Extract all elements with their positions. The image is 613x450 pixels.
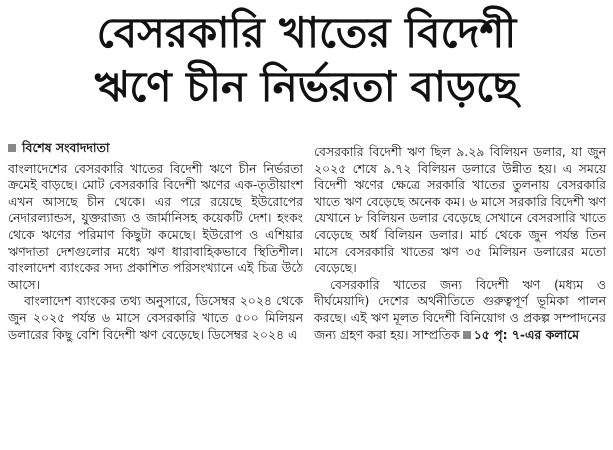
headline	[0, 6, 613, 114]
headline-line-1: বেসরকারি খাতের বিদেশী	[96, 8, 517, 57]
paragraph-text: বেসরকারি খাতের জন্য বিদেশী ঋণ (মধ্যম ও দীর্ঘমেয়াদি) দেশের অর্থনীতিতে গুরুত্বপূর্ণ ভূমিকা পালন করছে। এই ঋণ মূলত বিদেশী বিনিয়োগ ও প্রকল্প সম্পাদনের জন্য গ্রহণ করা হয়। সাম্প্রতিক	[314, 276, 606, 342]
headline-line-2: ঋণে চীন নির্ভরতা বাড়ছে	[94, 62, 519, 111]
continuation-text: ১৫ পৃ: ৭-এর কলামে	[473, 326, 579, 342]
paragraph: বেসরকারি বিদেশী ঋণ ছিল ৯.২৯ বিলিয়ন ডলার, যা জুন ২০২৫ শেষে ৯.৭২ বিলিয়ন ডলারে উন্নীত হয়। এ সময়ে বিদেশী ঋণের ক্ষেত্রে সরকারি খাতের তুলনায় বেসরকারি খাতে ঋণ বেড়েছে অনেক কম। ৬ মাসে সরকারি বিদেশী ঋণ যেখানে ৮ বিলিয়ন ডলার বেড়েছে সেখানে বেসরসারি খাতে বেড়েছে অর্ধ বিলিয়ন ডলার। মার্চ থেকে জুন পর্যন্ত তিন মাসে বেসরকারি খাতের ঋণ ৩৫ মিলিয়ন ডলারের মতো বেড়েছে।	[314, 144, 606, 276]
paragraph: বাংলাদেশের বেসরকারি খাতের বিদেশী ঋণে চীন নির্ভরতা ক্রমেই বাড়ছে। মোট বেসরকারি বিদেশী ঋণের এক-তৃতীয়াংশ এখন আসছে চীন থেকে। এর পরে রয়েছে ইউরোপের নেদারল্যান্ডস, যুক্তরাজ্য ও জার্মানিসহ কয়েকটি দেশ। হংকং থেকে ঋণের পরিমাণ কিছুটা কমেছে। ইউরোপ ও এশিয়ার ঋণদাতা দেশগুলোর মধ্যে ঋণ ধারাবাহিকভাবে স্থিতিশীল। বাংলাদেশ ব্যাংকের সদ্য প্রকাশিত পরিসংখ্যানে এই চিত্র উঠে আসে।	[8, 160, 303, 292]
square-bullet-icon	[463, 331, 471, 339]
article-column-left	[8, 140, 303, 343]
continuation-note	[460, 327, 579, 342]
byline-text: বিশেষ সংবাদদাতা	[22, 140, 110, 155]
byline	[8, 140, 303, 157]
paragraph: বাংলাদেশ ব্যাংকের তথ্য অনুসারে, ডিসেম্বর ২০২৪ থেকে জুন ২০২৫ পর্যন্ত ৬ মাসে বেসরকারি খাতে ৫০০ মিলিয়ন ডলারের কিছু বেশি বিদেশী ঋণ বেড়েছে। ডিসেম্বর ২০২৪ এ	[8, 293, 303, 342]
paragraph	[314, 277, 606, 343]
square-bullet-icon	[8, 144, 16, 152]
article-column-right	[314, 144, 606, 343]
